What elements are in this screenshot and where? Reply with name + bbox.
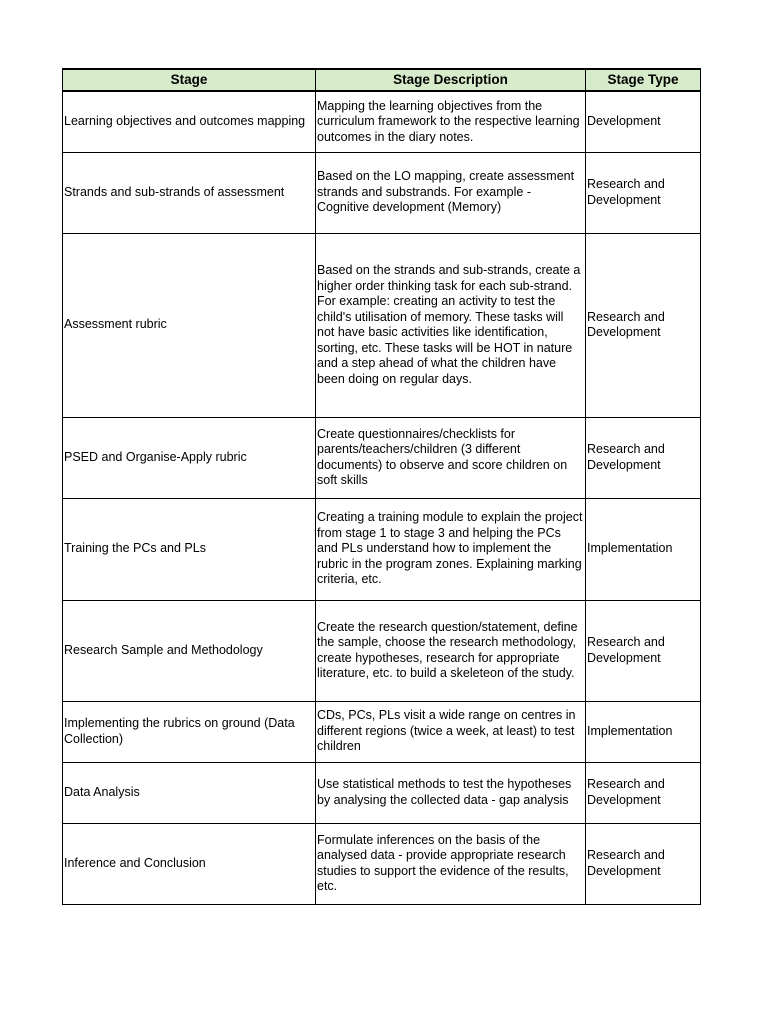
description-cell: Based on the strands and sub-strands, create a higher order thinking task for each sub-strand. For example: creating an activity to test the child's utilisation of memory. These tasks will not have basic activities like identification, sorting, etc. These tasks will be HOT in nature and a step ahead of what the children have been doing on regular days. bbox=[316, 233, 586, 417]
type-cell: Implementation bbox=[586, 701, 701, 762]
table-row bbox=[63, 91, 701, 152]
stage-cell: Learning objectives and outcomes mapping bbox=[63, 91, 316, 152]
stages-table bbox=[62, 68, 701, 905]
description-cell: Mapping the learning objectives from the curriculum framework to the respective learning outcomes in the diary notes. bbox=[316, 91, 586, 152]
table-row bbox=[63, 762, 701, 823]
stage-cell: Implementing the rubrics on ground (Data Collection) bbox=[63, 701, 316, 762]
description-cell: Create the research question/statement, define the sample, choose the research methodology, create hypotheses, research for appropriate literature, etc. to build a skeleteon of the study. bbox=[316, 600, 586, 701]
stage-cell: Inference and Conclusion bbox=[63, 823, 316, 904]
header-stage: Stage bbox=[63, 69, 316, 91]
header-stage-type: Stage Type bbox=[586, 69, 701, 91]
type-cell: Research and Development bbox=[586, 233, 701, 417]
stage-cell: Training the PCs and PLs bbox=[63, 498, 316, 600]
description-cell: Based on the LO mapping, create assessment strands and substrands. For example - Cognitive development (Memory) bbox=[316, 152, 586, 233]
type-cell: Research and Development bbox=[586, 600, 701, 701]
description-cell: Use statistical methods to test the hypotheses by analysing the collected data - gap analysis bbox=[316, 762, 586, 823]
type-cell: Development bbox=[586, 91, 701, 152]
table-row bbox=[63, 152, 701, 233]
table-row bbox=[63, 498, 701, 600]
table-row bbox=[63, 233, 701, 417]
header-stage-description: Stage Description bbox=[316, 69, 586, 91]
stage-cell: PSED and Organise-Apply rubric bbox=[63, 417, 316, 498]
stage-cell: Research Sample and Methodology bbox=[63, 600, 316, 701]
stage-cell: Assessment rubric bbox=[63, 233, 316, 417]
table-row bbox=[63, 823, 701, 904]
header-row bbox=[63, 69, 701, 91]
table-row bbox=[63, 417, 701, 498]
description-cell: CDs, PCs, PLs visit a wide range on centres in different regions (twice a week, at least) to test children bbox=[316, 701, 586, 762]
type-cell: Implementation bbox=[586, 498, 701, 600]
table-row bbox=[63, 701, 701, 762]
type-cell: Research and Development bbox=[586, 152, 701, 233]
table-row bbox=[63, 600, 701, 701]
description-cell: Formulate inferences on the basis of the analysed data - provide appropriate research studies to support the evidence of the results, etc. bbox=[316, 823, 586, 904]
type-cell: Research and Development bbox=[586, 762, 701, 823]
stage-cell: Data Analysis bbox=[63, 762, 316, 823]
description-cell: Create questionnaires/checklists for parents/teachers/children (3 different documents) to observe and score children on soft skills bbox=[316, 417, 586, 498]
type-cell: Research and Development bbox=[586, 823, 701, 904]
description-cell: Creating a training module to explain the project from stage 1 to stage 3 and helping the PCs and PLs understand how to implement the rubric in the program zones. Explaining marking criteria, etc. bbox=[316, 498, 586, 600]
stage-cell: Strands and sub-strands of assessment bbox=[63, 152, 316, 233]
type-cell: Research and Development bbox=[586, 417, 701, 498]
